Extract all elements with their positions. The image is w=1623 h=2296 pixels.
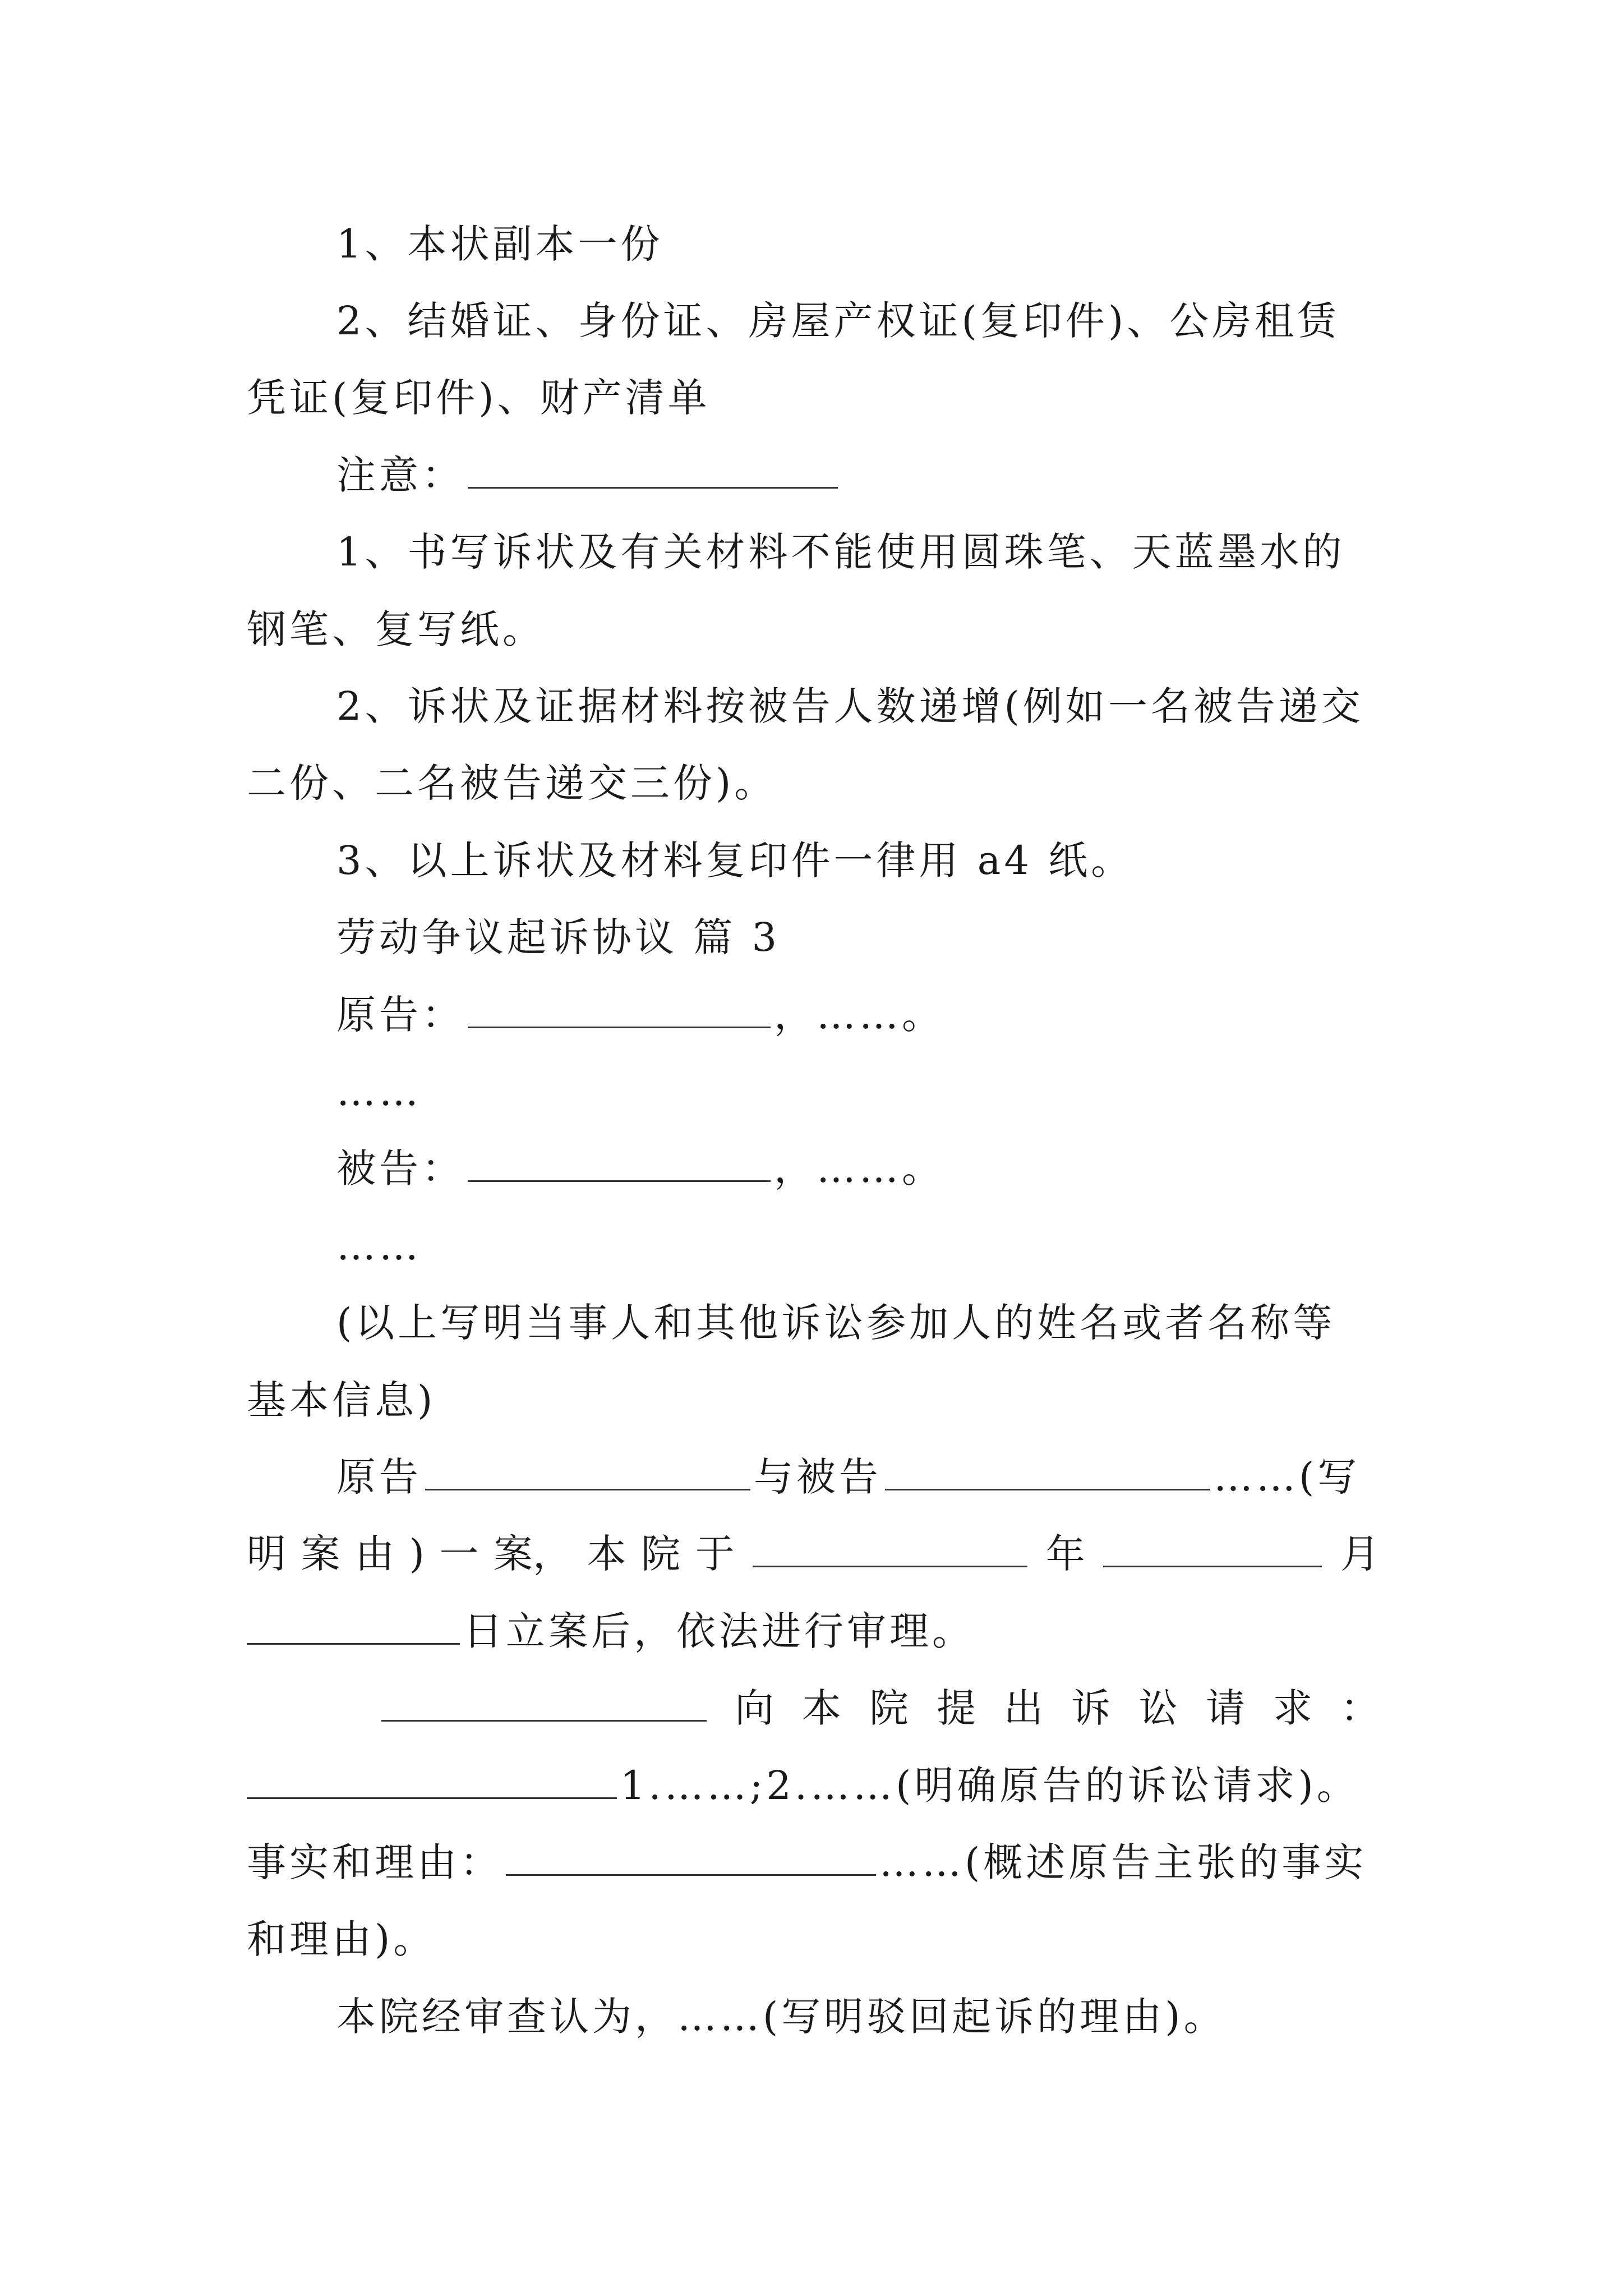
plaintiff-blank <box>468 993 771 1028</box>
parties-note: (以上写明当事人和其他诉讼参加人的姓名或者名称等 <box>336 1300 1336 1346</box>
defendant-ellipsis: …… <box>336 1223 422 1269</box>
month-blank <box>1103 1532 1322 1567</box>
court-opinion: 本院经审查认为，……(写明驳回起诉的理由)。 <box>336 1994 1227 2040</box>
plaintiff-line: 原告： ，……。 <box>336 992 944 1038</box>
attachment-item-2: 2、结婚证、身份证、房屋产权证(复印件)、公房租赁 <box>336 298 1340 344</box>
section-heading: 劳动争议起诉协议 篇 3 <box>336 914 781 960</box>
facts-line-cont: 和理由)。 <box>247 1916 436 1962</box>
claims-blank <box>247 1764 617 1799</box>
notice-item-1-cont: 钢笔、复写纸。 <box>247 606 545 652</box>
notice-blank <box>468 453 838 489</box>
notice-heading: 注意： <box>336 450 841 500</box>
notice-item-2-cont: 二份、二名被告递交三份)。 <box>247 760 777 806</box>
case-line-2: 明 案 由 ) 一 案， 本 院 于 年 月 <box>247 1531 1380 1577</box>
day-blank <box>247 1609 460 1645</box>
parties-note-cont: 基本信息) <box>247 1377 436 1423</box>
claims-line-2: 1.……;2.……(明确原告的诉讼请求)。 <box>247 1760 1359 1811</box>
notice-item-1: 1、书写诉状及有关材料不能使用圆珠笔、天蓝墨水的 <box>336 529 1345 575</box>
defendant-line: 被告： ，……。 <box>336 1145 944 1191</box>
facts-line: 事实和理由： ……(概述原告主张的事实 <box>247 1839 1367 1885</box>
attachment-item-2-cont: 凭证(复印件)、财产清单 <box>247 375 711 421</box>
case-line-3: 日立案后，依法进行审理。 <box>247 1606 975 1657</box>
notice-item-3: 3、以上诉状及材料复印件一律用 a4 纸。 <box>336 838 1134 884</box>
case-line-1: 原告 与被告 ……(写 <box>336 1454 1361 1500</box>
plaintiff-ellipsis: …… <box>336 1069 422 1115</box>
claims-line-1: 向 本 院 提 出 诉 讼 请 求 ： <box>381 1683 1380 1733</box>
attachment-item-1: 1、本状副本一份 <box>336 221 663 267</box>
notice-item-2: 2、诉状及证据材料按被告人数递增(例如一名被告递交 <box>336 683 1364 729</box>
year-blank <box>753 1532 1027 1567</box>
defendant-name-blank <box>885 1455 1210 1490</box>
defendant-blank <box>468 1147 771 1182</box>
plaintiff-name-blank <box>425 1455 750 1490</box>
claimant-blank <box>381 1686 707 1722</box>
facts-blank <box>506 1841 876 1876</box>
